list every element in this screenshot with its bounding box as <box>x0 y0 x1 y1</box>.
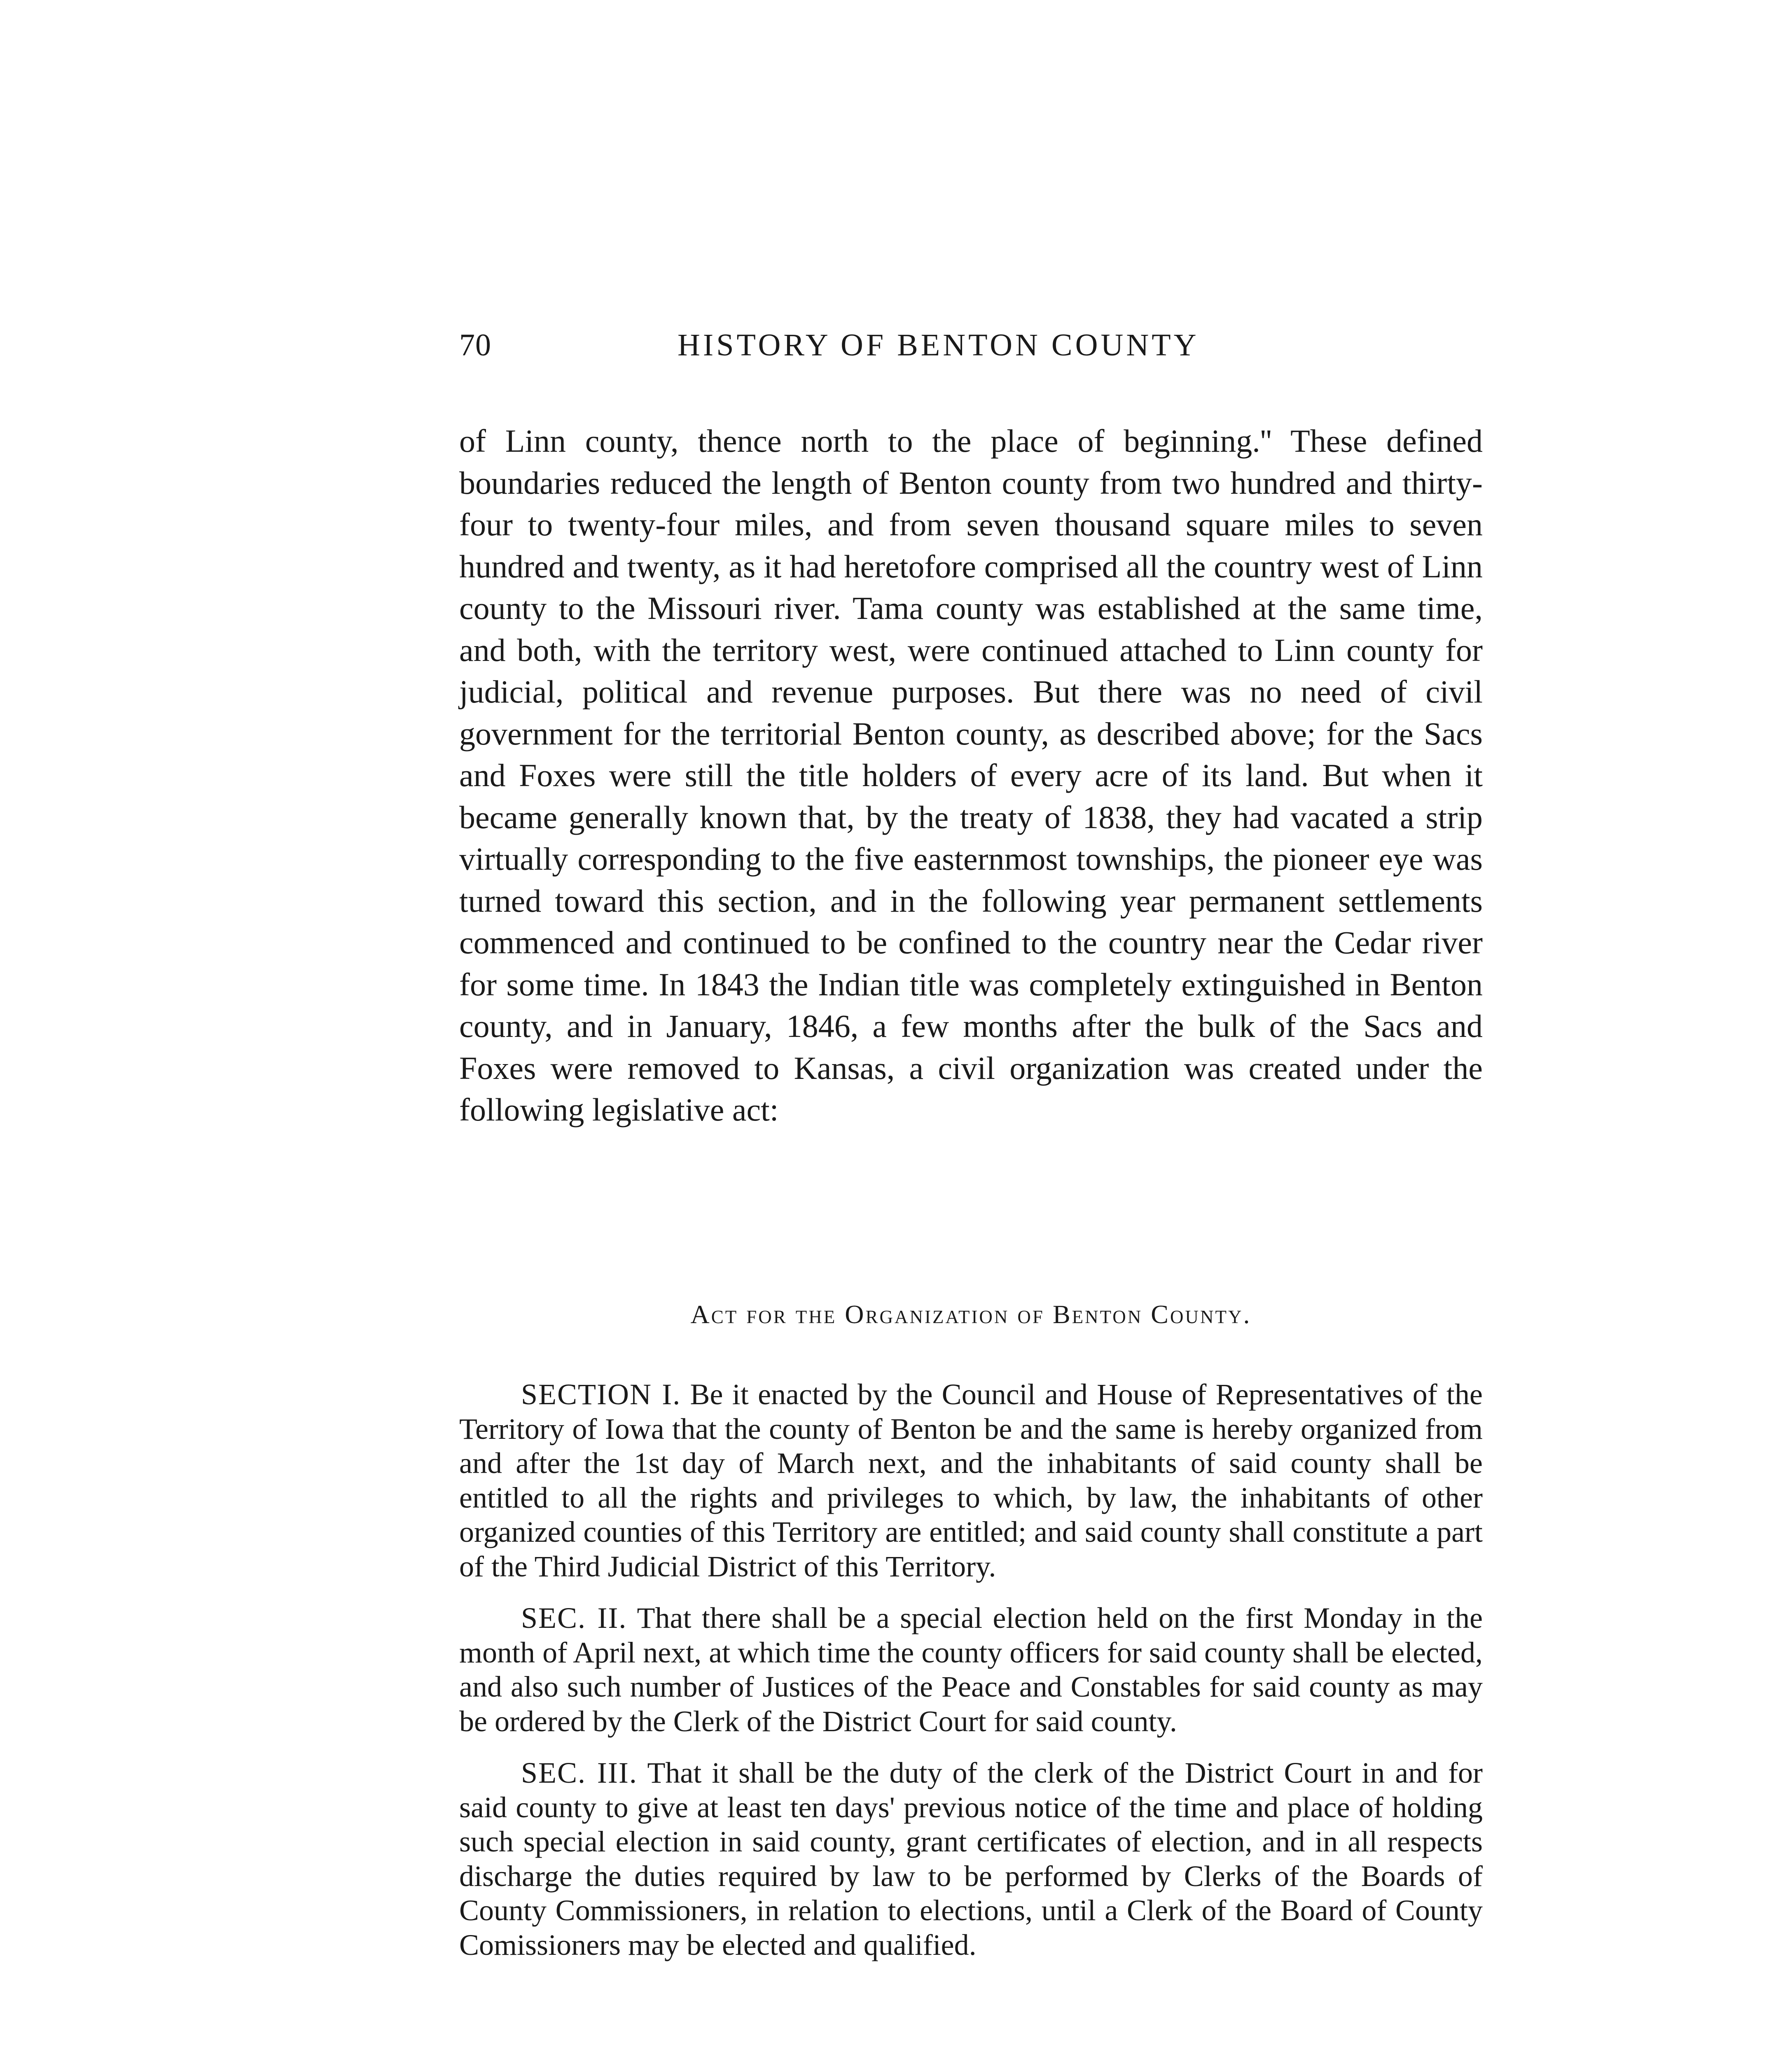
act-heading: Act for the Organization of Benton County. <box>690 1300 1252 1329</box>
running-title: HISTORY OF BENTON COUNTY <box>678 328 1199 362</box>
act-section-2 <box>459 1601 1483 1739</box>
act-section-3 <box>459 1756 1483 1962</box>
section-label: SECTION I. <box>521 1378 681 1411</box>
act-sections <box>459 1377 1483 1980</box>
section-text: That it shall be the duty of the clerk of the District Court in and for said county to give at least ten days' previous notice of the time and place of holding such special election in said county, grant certificates of election, and in all respects discharge the duties required by law to be performed by Clerks of the Boards of County Commissioners, in relation to elections, until a Clerk of the Board of County Comissioners may be elected and qualified. <box>459 1756 1483 1961</box>
section-text: That there shall be a special election held on the first Monday in the month of April next, at which time the county officers for said county shall be elected, and also such number of Justices of the Peace and Constables for said county as may be ordered by the Clerk of the District Court for said county. <box>459 1601 1483 1738</box>
body-paragraph: of Linn county, thence north to the place of beginning.'' These defined boundaries reduced the length of Benton county from two hundred and thirty-four to twenty-four miles, and from seven thousand square miles to seven hundred and twenty, as it had heretofore comprised all the country west of Linn county to the Missouri river. Tama county was established at the same time, and both, with the territory west, were continued attached to Linn county for judicial, political and revenue purposes. But there was no need of civil government for the territorial Benton county, as described above; for the Sacs and Foxes were still the title holders of every acre of its land. But when it became generally known that, by the treaty of 1838, they had vacated a strip virtually corresponding to the five easternmost townships, the pioneer eye was turned toward this section, and in the following year permanent settlements commenced and continued to be confined to the country near the Cedar river for some time. In 1843 the Indian title was completely extinguished in Benton county, and in January, 1846, a few months after the bulk of the Sacs and Foxes were removed to Kansas, a civil organization was created under the following legislative act: <box>459 423 1483 1128</box>
section-text: Be it enacted by the Council and House of Representatives of the Territory of Iowa that the county of Benton be and the same is hereby organized from and after the 1st day of March next, and the inhabitants of said county shall be entitled to all the rights and privileges to which, by law, the inhabitants of other organized counties of this Territory are entitled; and said county shall constitute a part of the Third Judicial District of this Territory. <box>459 1378 1483 1583</box>
section-label: SEC. III. <box>521 1756 638 1789</box>
page-number: 70 <box>459 328 491 362</box>
act-section-1 <box>459 1377 1483 1584</box>
section-label: SEC. II. <box>521 1601 627 1634</box>
running-head <box>459 327 1483 373</box>
